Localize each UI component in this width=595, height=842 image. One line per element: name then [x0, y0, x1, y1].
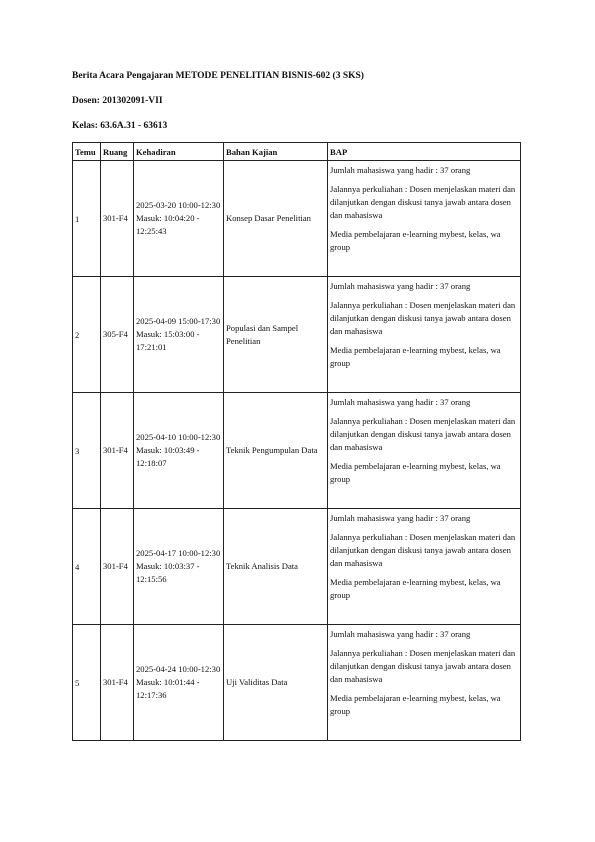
schedule-time: 2025-03-20 10:00-12:30 [136, 200, 221, 210]
bap-lecture-flow: Jalannya perkuliahan : Dosen menjelaskan materi dan dilanjutkan dengan diskusi tanya jawab antara dosen dan mahasiswa [330, 300, 516, 336]
ruang-cell: 301-F4 [101, 161, 134, 277]
checkin-time: Masuk: 10:03:49 - 12:18:07 [136, 445, 200, 468]
bahan-kajian-cell: Teknik Analisis Data [224, 509, 328, 625]
table-header-row [73, 143, 521, 161]
bap-cell [328, 625, 521, 741]
table-row [73, 393, 521, 509]
bap-cell [328, 161, 521, 277]
checkin-time: Masuk: 10:04:20 - 12:25:43 [136, 213, 200, 236]
table-row [73, 509, 521, 625]
bap-media: Media pembelajaran e-learning mybest, kelas, wa group [330, 577, 501, 600]
bahan-kajian-cell: Populasi dan Sampel Penelitian [224, 277, 328, 393]
table-row [73, 161, 521, 277]
bahan-kajian-cell: Uji Validitas Data [224, 625, 328, 741]
bap-media: Media pembelajaran e-learning mybest, kelas, wa group [330, 693, 501, 716]
ruang-cell: 305-F4 [101, 277, 134, 393]
bap-attendance: Jumlah mahasiswa yang hadir : 37 orang [330, 165, 471, 175]
column-header-temu: Temu [73, 143, 101, 161]
table-row [73, 277, 521, 393]
lecturer-line: Dosen: 201302091-VII [72, 96, 163, 106]
bap-cell [328, 393, 521, 509]
kehadiran-cell [134, 161, 224, 277]
kehadiran-cell [134, 509, 224, 625]
bap-attendance: Jumlah mahasiswa yang hadir : 37 orang [330, 281, 471, 291]
document-title: Berita Acara Pengajaran METODE PENELITIAN BISNIS-602 (3 SKS) [72, 71, 364, 81]
temu-cell: 1 [73, 161, 101, 277]
bap-media: Media pembelajaran e-learning mybest, kelas, wa group [330, 461, 501, 484]
schedule-time: 2025-04-24 10:00-12:30 [136, 664, 221, 674]
bap-media: Media pembelajaran e-learning mybest, kelas, wa group [330, 229, 501, 252]
document-page [72, 70, 520, 741]
bap-lecture-flow: Jalannya perkuliahan : Dosen menjelaskan materi dan dilanjutkan dengan diskusi tanya jawab antara dosen dan mahasiswa [330, 184, 516, 220]
bap-cell [328, 509, 521, 625]
table-row [73, 625, 521, 741]
schedule-time: 2025-04-17 10:00-12:30 [136, 548, 221, 558]
bahan-kajian-cell: Konsep Dasar Penelitian [224, 161, 328, 277]
checkin-time: Masuk: 15:03:00 - 17:21:01 [136, 329, 200, 352]
bap-lecture-flow: Jalannya perkuliahan : Dosen menjelaskan materi dan dilanjutkan dengan diskusi tanya jawab antara dosen dan mahasiswa [330, 416, 516, 452]
schedule-time: 2025-04-09 15:00-17:30 [136, 316, 221, 326]
ruang-cell: 301-F4 [101, 625, 134, 741]
column-header-ruang: Ruang [101, 143, 134, 161]
bap-cell [328, 277, 521, 393]
kehadiran-cell [134, 393, 224, 509]
checkin-time: Masuk: 10:01:44 - 12:17:36 [136, 677, 200, 700]
class-line: Kelas: 63.6A.31 - 63613 [72, 121, 168, 131]
temu-cell: 4 [73, 509, 101, 625]
temu-cell: 2 [73, 277, 101, 393]
bap-attendance: Jumlah mahasiswa yang hadir : 37 orang [330, 397, 471, 407]
column-header-kehadiran: Kehadiran [134, 143, 224, 161]
ruang-cell: 301-F4 [101, 509, 134, 625]
bap-media: Media pembelajaran e-learning mybest, kelas, wa group [330, 345, 501, 368]
bap-attendance: Jumlah mahasiswa yang hadir : 37 orang [330, 513, 471, 523]
temu-cell: 3 [73, 393, 101, 509]
bap-lecture-flow: Jalannya perkuliahan : Dosen menjelaskan materi dan dilanjutkan dengan diskusi tanya jawab antara dosen dan mahasiswa [330, 648, 516, 684]
temu-cell: 5 [73, 625, 101, 741]
bahan-kajian-cell: Teknik Pengumpulan Data [224, 393, 328, 509]
bap-lecture-flow: Jalannya perkuliahan : Dosen menjelaskan materi dan dilanjutkan dengan diskusi tanya jawab antara dosen dan mahasiswa [330, 532, 516, 568]
teaching-report-table [72, 142, 521, 741]
kehadiran-cell [134, 625, 224, 741]
ruang-cell: 301-F4 [101, 393, 134, 509]
schedule-time: 2025-04-10 10:00-12:30 [136, 432, 221, 442]
checkin-time: Masuk: 10:03:37 - 12:15:56 [136, 561, 200, 584]
kehadiran-cell [134, 277, 224, 393]
column-header-bahan-kajian: Bahan Kajian [224, 143, 328, 161]
bap-attendance: Jumlah mahasiswa yang hadir : 37 orang [330, 629, 471, 639]
column-header-bap: BAP [328, 143, 521, 161]
